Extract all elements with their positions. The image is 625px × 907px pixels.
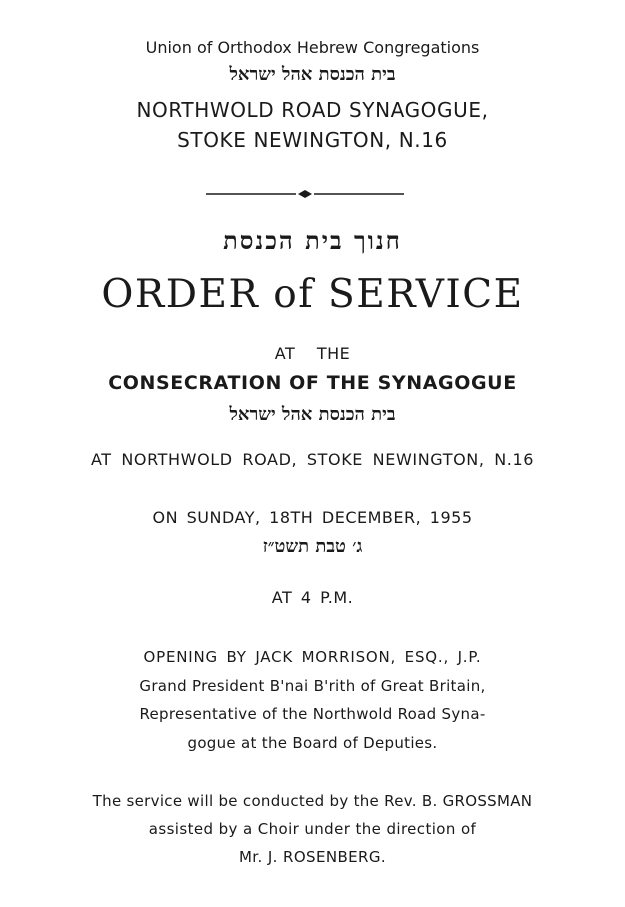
page-title: ORDER of SERVICE [101, 272, 524, 317]
synagogue-hebrew-name-2: בית הכנסת אהל ישראל [229, 404, 396, 425]
opening-line: gogue at the Board of Deputies. [187, 734, 438, 752]
service-line: Mr. J. ROSENBERG. [238, 848, 387, 866]
opening-line: Grand President B'nai B'rith of Great Britain, [139, 677, 486, 695]
event-hebrew-date: ג׳ טבת תשט״ז [262, 536, 363, 557]
opening-line: Representative of the Northwold Road Syna- [139, 705, 486, 723]
synagogue-hebrew-name: בית הכנסת אהל ישראל [229, 64, 396, 85]
event-date: ON SUNDAY, 18TH DECEMBER, 1955 [152, 508, 473, 527]
service-line: assisted by a Choir under the direction of [148, 820, 477, 838]
event-time: AT 4 P.M. [271, 588, 354, 607]
event-address: AT NORTHWOLD ROAD, STOKE NEWINGTON, N.16 [90, 450, 535, 469]
union-name: Union of Orthodox Hebrew Congregations [145, 38, 480, 57]
opening-line: OPENING BY JACK MORRISON, ESQ., J.P. [143, 648, 482, 666]
at-the-text: AT THE [274, 344, 351, 363]
synagogue-locality: STOKE NEWINGTON, N.16 [177, 128, 448, 152]
synagogue-name: NORTHWOLD ROAD SYNAGOGUE, [136, 98, 489, 122]
dedication-hebrew-heading: חנוך בית הכנסת [223, 226, 402, 255]
ornamental-divider [206, 190, 404, 198]
service-line: The service will be conducted by the Rev. B. GROSSMAN [92, 792, 533, 810]
event-heading: CONSECRATION OF THE SYNAGOGUE [108, 372, 517, 394]
